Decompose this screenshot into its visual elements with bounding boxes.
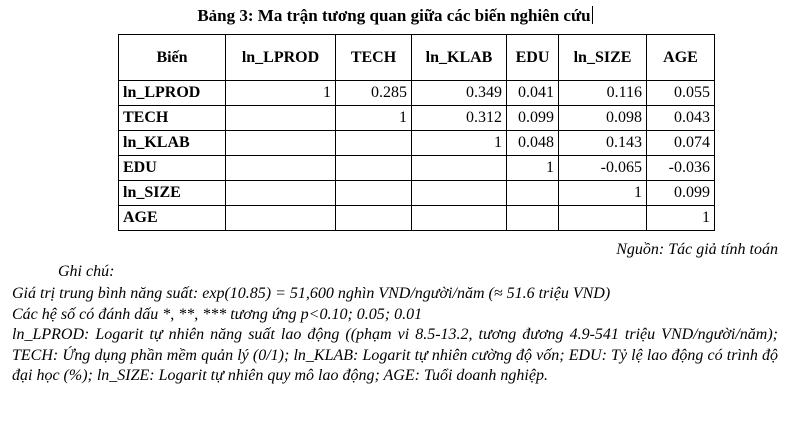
note-line: Giá trị trung bình năng suất: exp(10.85) = 51,600 nghìn VND/người/năm (≈ 51.6 triệu VND) xyxy=(12,285,611,302)
header-cell: Biến xyxy=(119,35,226,81)
table-cell: 0.285 xyxy=(336,81,412,106)
table-cell xyxy=(336,206,412,231)
table-cell xyxy=(336,156,412,181)
row-label: ln_KLAB xyxy=(119,131,226,156)
table-cell xyxy=(226,206,336,231)
table-cell xyxy=(336,131,412,156)
header-cell: ln_LPROD xyxy=(226,35,336,81)
header-row xyxy=(119,35,715,81)
table-cell: 1 xyxy=(559,181,647,206)
table-cell xyxy=(507,206,559,231)
table-cell: 0.074 xyxy=(647,131,715,156)
correlation-table xyxy=(118,34,715,231)
header-cell: EDU xyxy=(507,35,559,81)
table-cell: 0.055 xyxy=(647,81,715,106)
table-row xyxy=(119,131,715,156)
table-cell: 0.099 xyxy=(647,181,715,206)
table-cell: -0.036 xyxy=(647,156,715,181)
table-cell: 1 xyxy=(336,106,412,131)
notes-body xyxy=(12,284,778,387)
table-row xyxy=(119,156,715,181)
note-paragraph: ln_LPROD: Logarit tự nhiên năng suất lao động ((phạm vi 8.5-13.2, tương đương 4.9-541 triệu VND/người/năm); TECH: Ứng dụng phần mềm quản lý (0/1); ln_KLAB: Logarit tự nhiên cường độ vốn; EDU: Tỷ lệ lao động có trình độ đại học (%); ln_SIZE: Logarit tự nhiên quy mô lao động; AGE: Tuổi doanh nghiệp. xyxy=(12,326,778,384)
table-cell: 0.041 xyxy=(507,81,559,106)
notes-heading: Ghi chú: xyxy=(58,263,115,280)
table-cell xyxy=(412,181,507,206)
table-cell: 1 xyxy=(507,156,559,181)
header-cell: AGE xyxy=(647,35,715,81)
table-cell: 0.143 xyxy=(559,131,647,156)
table-cell xyxy=(412,206,507,231)
table-row xyxy=(119,106,715,131)
text-cursor xyxy=(592,6,593,24)
header-cell: TECH xyxy=(336,35,412,81)
table-cell: 0.043 xyxy=(647,106,715,131)
table-cell: 0.349 xyxy=(412,81,507,106)
table-cell: -0.065 xyxy=(559,156,647,181)
row-label: AGE xyxy=(119,206,226,231)
table-cell: 1 xyxy=(412,131,507,156)
table-cell xyxy=(336,181,412,206)
row-label: ln_LPROD xyxy=(119,81,226,106)
table-cell: 0.116 xyxy=(559,81,647,106)
table-cell: 0.048 xyxy=(507,131,559,156)
source-note: Nguồn: Tác giả tính toán xyxy=(616,241,778,258)
table-cell: 0.098 xyxy=(559,106,647,131)
table-cell: 1 xyxy=(226,81,336,106)
table-cell: 0.099 xyxy=(507,106,559,131)
table-row xyxy=(119,206,715,231)
row-label: ln_SIZE xyxy=(119,181,226,206)
row-label: EDU xyxy=(119,156,226,181)
table-row xyxy=(119,81,715,106)
row-label: TECH xyxy=(119,106,226,131)
table-cell xyxy=(226,156,336,181)
table-cell: 0.312 xyxy=(412,106,507,131)
table-cell xyxy=(226,131,336,156)
table-title: Bảng 3: Ma trận tương quan giữa các biến nghiên cứu xyxy=(197,6,591,25)
table-cell xyxy=(226,106,336,131)
table-cell xyxy=(507,181,559,206)
table-cell xyxy=(412,156,507,181)
header-cell: ln_KLAB xyxy=(412,35,507,81)
table-row xyxy=(119,181,715,206)
table-cell xyxy=(226,181,336,206)
note-line: Các hệ số có đánh dấu *, **, *** tương ứng p<0.10; 0.05; 0.01 xyxy=(12,305,423,323)
header-cell: ln_SIZE xyxy=(559,35,647,81)
table-cell: 1 xyxy=(647,206,715,231)
table-cell xyxy=(559,206,647,231)
